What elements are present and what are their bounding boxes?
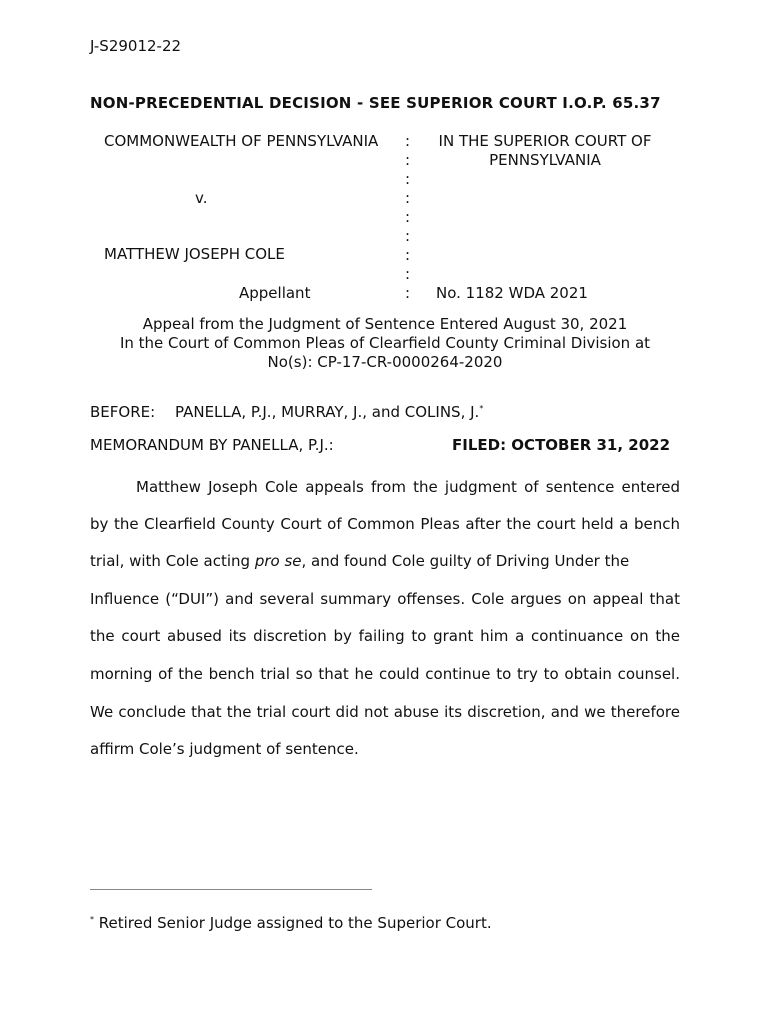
appeal-line-2: In the Court of Common Pleas of Clearfield County Criminal Division at [119,334,651,352]
filed-date: FILED: OCTOBER 31, 2022 [452,436,671,454]
caption-colon: : [405,132,411,150]
memorandum-author: MEMORANDUM BY PANELLA, P.J.: [90,436,334,454]
footnote-marker: * [90,915,94,924]
paragraph-text-segment [90,552,629,570]
paragraph-line: We conclude that the trial court did not abuse its discretion, and we therefore [90,703,680,721]
paragraph-line: Influence (“DUI”) and several summary offenses. Cole argues on appeal that [90,590,680,608]
paragraph-line: Matthew Joseph Cole appeals from the judgment of sentence entered [136,478,680,496]
caption-docket-number: No. 1182 WDA 2021 [436,284,588,302]
paragraph-line: by the Clearfield County Court of Common Pleas after the court held a bench [90,515,680,533]
caption-court-line1: IN THE SUPERIOR COURT OF [438,132,652,150]
paragraph-text: , and found Cole guilty of Driving Under the [301,552,630,570]
non-precedential-notice: NON-PRECEDENTIAL DECISION - SEE SUPERIOR COURT I.O.P. 65.37 [90,94,661,112]
caption-colon: : [405,284,411,302]
paragraph-line: the court abused its discretion by failing to grant him a continuance on the [90,627,680,645]
pro-se-italic: pro se [254,552,302,570]
caption-colon: : [405,170,411,188]
appeal-line-1: Appeal from the Judgment of Sentence Entered August 30, 2021 [142,315,628,333]
footnote [90,914,492,932]
panel-judges [175,403,483,421]
caption-colon: : [405,208,411,226]
appeal-line-3: No(s): CP-17-CR-0000264-2020 [267,353,503,371]
caption-colon: : [405,189,411,207]
paragraph-line: affirm Cole’s judgment of sentence. [90,740,359,758]
docket-reference: J-S29012-22 [90,37,182,55]
caption-colon: : [405,227,411,245]
caption-court-line2: PENNSYLVANIA [489,151,601,169]
footnote-divider [90,889,372,890]
panel-judges-text: PANELLA, P.J., MURRAY, J., and COLINS, J. [175,403,480,421]
paragraph-line: morning of the bench trial so that he could continue to try to obtain counsel. [90,665,680,683]
paragraph-line [90,552,680,570]
before-label: BEFORE: [90,403,156,421]
footnote-text: Retired Senior Judge assigned to the Superior Court. [98,914,492,932]
caption-colon: : [405,246,411,264]
caption-appellant-role: Appellant [239,284,311,302]
caption-party-commonwealth: COMMONWEALTH OF PENNSYLVANIA [104,132,379,150]
paragraph-text: trial, with Cole acting [90,552,255,570]
footnote-reference-marker: * [479,404,484,413]
caption-party-appellant-name: MATTHEW JOSEPH COLE [104,245,285,263]
caption-versus: v. [195,189,208,207]
caption-colon: : [405,151,411,169]
caption-colon: : [405,265,411,283]
